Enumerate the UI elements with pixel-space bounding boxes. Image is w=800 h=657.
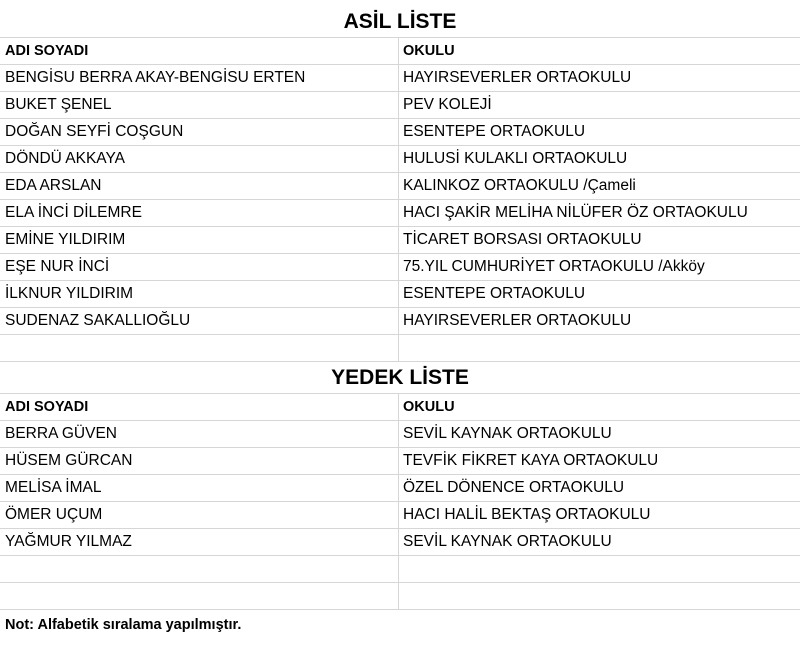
school-name-cell[interactable]: HAYIRSEVERLER ORTAOKULU bbox=[403, 69, 632, 86]
school-name-cell[interactable]: HACI ŞAKİR MELİHA NİLÜFER ÖZ ORTAOKULU bbox=[403, 204, 748, 221]
school-name-cell[interactable]: PEV KOLEJİ bbox=[403, 96, 492, 113]
student-name-cell[interactable]: DOĞAN SEYFİ COŞGUN bbox=[0, 119, 399, 145]
empty-row bbox=[0, 335, 800, 362]
empty-cell[interactable] bbox=[0, 335, 399, 361]
student-name-cell[interactable]: EŞE NUR İNCİ bbox=[0, 254, 399, 280]
school-name-cell[interactable]: SEVİL KAYNAK ORTAOKULU bbox=[403, 425, 612, 442]
table-row bbox=[0, 502, 800, 529]
empty-cell[interactable] bbox=[0, 583, 399, 609]
school-column-header[interactable]: OKULU bbox=[403, 399, 455, 415]
school-name-cell[interactable]: KALINKOZ ORTAOKULU /Çameli bbox=[403, 177, 636, 194]
student-name-cell[interactable]: EMİNE YILDIRIM bbox=[0, 227, 399, 253]
empty-cell[interactable] bbox=[399, 335, 800, 361]
main-list-title-row bbox=[0, 0, 800, 38]
table-row bbox=[0, 146, 800, 173]
school-column-header[interactable]: OKULU bbox=[403, 43, 455, 59]
student-name-cell[interactable]: YAĞMUR YILMAZ bbox=[0, 529, 399, 555]
reserve-list-header-row bbox=[0, 394, 800, 421]
student-name-cell[interactable]: EDA ARSLAN bbox=[0, 173, 399, 199]
school-name-cell[interactable]: TİCARET BORSASI ORTAOKULU bbox=[403, 231, 642, 248]
school-name-cell[interactable]: SEVİL KAYNAK ORTAOKULU bbox=[403, 533, 612, 550]
empty-cell[interactable] bbox=[399, 583, 800, 609]
empty-cell[interactable] bbox=[0, 556, 399, 582]
reserve-list-title: YEDEK LİSTE bbox=[331, 366, 469, 389]
name-column-header[interactable]: ADI SOYADI bbox=[0, 394, 399, 420]
student-name-cell[interactable]: ÖMER UÇUM bbox=[0, 502, 399, 528]
reserve-list-title-row bbox=[0, 362, 800, 394]
table-row bbox=[0, 421, 800, 448]
school-name-cell[interactable]: ESENTEPE ORTAOKULU bbox=[403, 123, 586, 140]
school-name-cell[interactable]: HULUSİ KULAKLI ORTAOKULU bbox=[403, 150, 628, 167]
main-list-title: ASİL LİSTE bbox=[343, 10, 457, 33]
student-name-cell[interactable]: İLKNUR YILDIRIM bbox=[0, 281, 399, 307]
table-row bbox=[0, 475, 800, 502]
note-text[interactable]: Not: Alfabetik sıralama yapılmıştır. bbox=[5, 617, 242, 633]
table-row bbox=[0, 200, 800, 227]
school-name-cell[interactable]: 75.YIL CUMHURİYET ORTAOKULU /Akköy bbox=[403, 258, 705, 275]
student-name-cell[interactable]: BENGİSU BERRA AKAY-BENGİSU ERTEN bbox=[0, 65, 399, 91]
empty-cell[interactable] bbox=[399, 556, 800, 582]
student-name-cell[interactable]: SUDENAZ SAKALLIOĞLU bbox=[0, 308, 399, 334]
school-name-cell[interactable]: ESENTEPE ORTAOKULU bbox=[403, 285, 586, 302]
school-name-cell[interactable]: TEVFİK FİKRET KAYA ORTAOKULU bbox=[403, 452, 659, 469]
name-column-header[interactable]: ADI SOYADI bbox=[0, 38, 399, 64]
note-row bbox=[0, 610, 800, 640]
table-row bbox=[0, 281, 800, 308]
table-row bbox=[0, 92, 800, 119]
school-name-cell[interactable]: HAYIRSEVERLER ORTAOKULU bbox=[403, 312, 632, 329]
school-name-cell[interactable]: ÖZEL DÖNENCE ORTAOKULU bbox=[403, 479, 625, 496]
table-row bbox=[0, 308, 800, 335]
school-name-cell[interactable]: HACI HALİL BEKTAŞ ORTAOKULU bbox=[403, 506, 651, 523]
main-list-header-row bbox=[0, 38, 800, 65]
student-name-cell[interactable]: MELİSA İMAL bbox=[0, 475, 399, 501]
student-name-cell[interactable]: BERRA GÜVEN bbox=[0, 421, 399, 447]
table-row bbox=[0, 529, 800, 556]
table-row bbox=[0, 448, 800, 475]
table-row bbox=[0, 227, 800, 254]
table-row bbox=[0, 173, 800, 200]
table-row bbox=[0, 254, 800, 281]
table-row bbox=[0, 65, 800, 92]
table-row bbox=[0, 119, 800, 146]
student-name-cell[interactable]: ELA İNCİ DİLEMRE bbox=[0, 200, 399, 226]
student-name-cell[interactable]: BUKET ŞENEL bbox=[0, 92, 399, 118]
empty-row bbox=[0, 583, 800, 610]
student-name-cell[interactable]: HÜSEM GÜRCAN bbox=[0, 448, 399, 474]
student-name-cell[interactable]: DÖNDÜ AKKAYA bbox=[0, 146, 399, 172]
empty-row bbox=[0, 556, 800, 583]
